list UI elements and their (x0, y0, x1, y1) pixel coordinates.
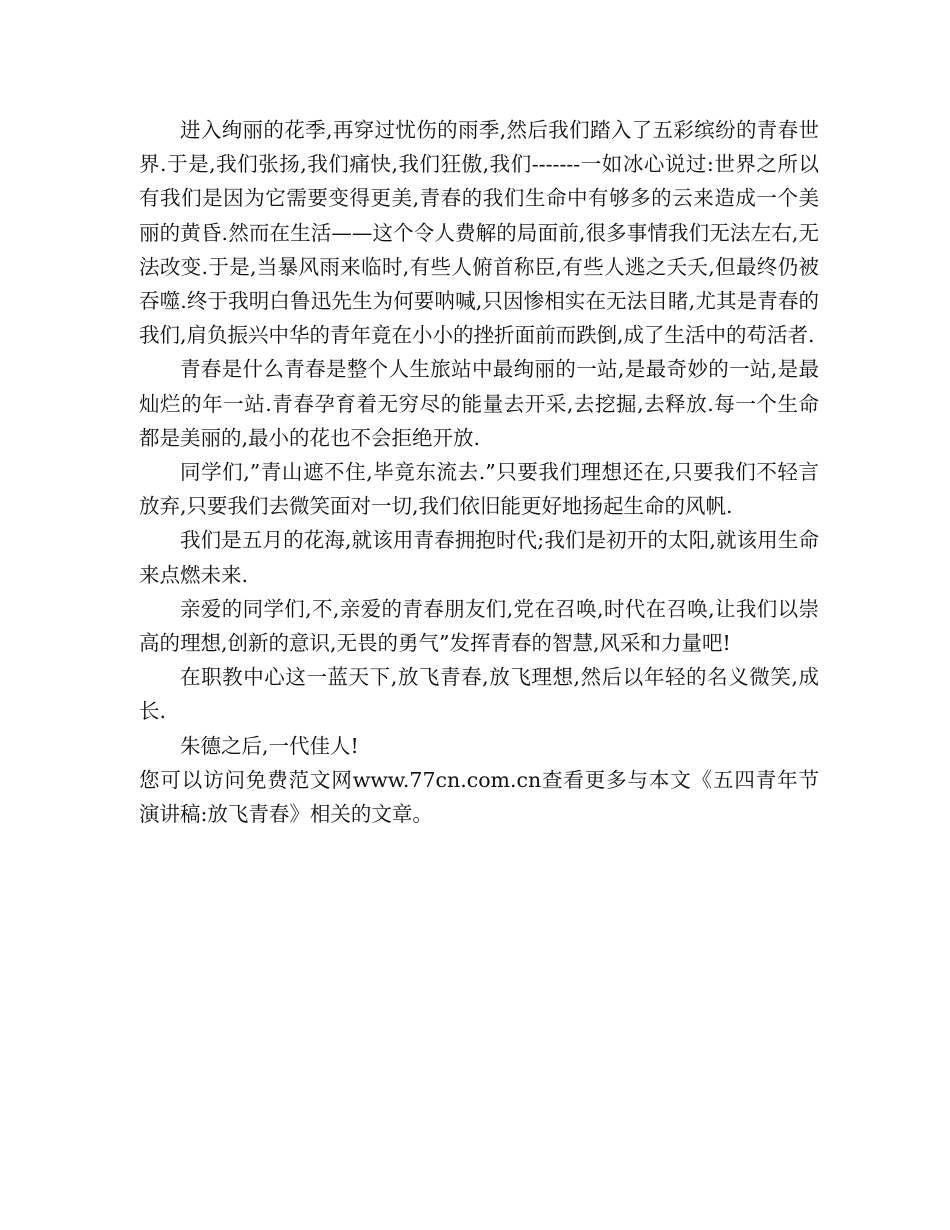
paragraph-3: 同学们,”青山遮不住,毕竟东流去.”只要我们理想还在,只要我们不轻言放弃,只要我们去微笑面对一切,我们依旧能更好地扬起生命的风帆. (139, 460, 819, 519)
paragraph-4: 我们是五月的花海,就该用青春拥抱时代;我们是初开的太阳,就该用生命来点燃未来. (139, 528, 819, 587)
paragraph-6: 在职教中心这一蓝天下,放飞青春,放飞理想,然后以年轻的名义微笑,成长. (139, 665, 819, 724)
document-body (139, 113, 819, 831)
paragraph-2: 青春是什么青春是整个人生旅站中最绚丽的一站,是最奇妙的一站,是最灿烂的年一站.青春孕育着无穷尽的能量去开采,去挖掘,去释放.每一个生命都是美丽的,最小的花也不会拒绝开放. (139, 357, 819, 450)
paragraph-5: 亲爱的同学们,不,亲爱的青春朋友们,党在召唤,时代在召唤,让我们以崇高的理想,创新的意识,无畏的勇气”发挥青春的智慧,风采和力量吧! (139, 596, 819, 656)
paragraph-7: 朱德之后,一代佳人! (180, 733, 359, 758)
paragraph-1: 进入绚丽的花季,再穿过忧伤的雨季,然后我们踏入了五彩缤纷的青春世界.于是,我们张扬,我们痛快,我们狂傲,我们-------一如冰心说过:世界之所以有我们是因为它需要变得更美,青春的我们生命中有够多的云来造成一个美丽的黄昏.然而在生活——这个令人费解的局面前,很多事情我们无法左右,无法改变.于是,当暴风雨来临时,有些人俯首称臣,有些人逃之夭夭,但最终仍被吞噬.终于我明白鲁迅先生为何要呐喊,只因惨相实在无法目睹,尤其是青春的我们,肩负振兴中华的青年竟在小小的挫折面前而跌倒,成了生活中的苟活者. (139, 118, 819, 348)
source-note: 您可以访问免费范文网www.77cn.com.cn查看更多与本文《五四青年节演讲稿:放飞青春》相关的文章。 (139, 767, 819, 827)
